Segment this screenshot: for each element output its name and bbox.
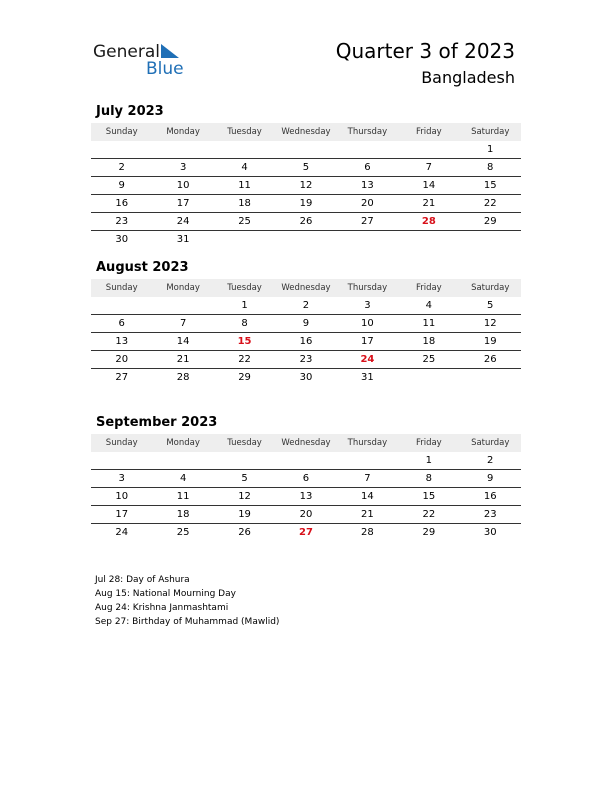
empty-day-cell xyxy=(275,231,336,248)
day-cell: 10 xyxy=(176,180,190,191)
day-cell: 1 xyxy=(425,455,432,466)
holiday-list-item: Aug 24: Krishna Janmashtami xyxy=(95,603,229,613)
day-cell: 23 xyxy=(299,354,313,365)
week-row xyxy=(91,351,521,369)
empty-day-cell xyxy=(460,369,521,386)
month-title: August 2023 xyxy=(96,260,189,275)
day-cell: 29 xyxy=(483,216,497,227)
country-name: Bangladesh xyxy=(421,68,515,87)
weekday-label: Thursday xyxy=(347,438,388,448)
day-cell: 11 xyxy=(422,318,436,329)
day-cell: 25 xyxy=(176,527,190,538)
week-row xyxy=(91,141,521,159)
day-cell: 2 xyxy=(118,162,125,173)
empty-day-cell xyxy=(398,369,459,386)
weekday-label: Tuesday xyxy=(227,283,262,293)
day-cell: 6 xyxy=(364,162,371,173)
day-cell: 13 xyxy=(361,180,374,191)
day-cell: 14 xyxy=(361,491,374,502)
weekday-label: Tuesday xyxy=(227,127,262,137)
day-cell: 1 xyxy=(241,300,248,311)
day-cell: 26 xyxy=(483,354,497,365)
month-calendar-august xyxy=(91,259,521,386)
day-cell: 22 xyxy=(422,509,436,520)
weekday-label: Thursday xyxy=(347,127,388,137)
week-row xyxy=(91,195,521,213)
day-cell: 23 xyxy=(115,216,129,227)
day-cell: 10 xyxy=(115,491,129,502)
day-cell: 17 xyxy=(176,198,190,209)
day-cell: 2 xyxy=(487,455,494,466)
empty-day-cell xyxy=(460,231,521,248)
day-cell: 6 xyxy=(302,473,310,484)
day-cell: 19 xyxy=(238,509,251,520)
logo-general-text: General xyxy=(93,42,160,62)
day-cell: 18 xyxy=(176,509,190,520)
day-cell: 9 xyxy=(302,318,310,329)
day-cell: 4 xyxy=(179,473,187,484)
day-cell: 18 xyxy=(238,198,251,209)
empty-day-cell xyxy=(91,141,152,158)
week-row xyxy=(91,177,521,195)
weekday-label: Monday xyxy=(166,438,200,448)
day-cell: 25 xyxy=(238,216,251,227)
day-cell: 24 xyxy=(115,527,129,538)
weekday-label: Wednesday xyxy=(281,283,331,293)
day-cell: 25 xyxy=(422,354,436,365)
weekday-label: Friday xyxy=(415,438,442,448)
day-cell: 3 xyxy=(364,300,371,311)
holiday-day-cell: 15 xyxy=(237,336,252,347)
week-row xyxy=(91,524,521,541)
empty-day-cell xyxy=(214,141,275,158)
day-cell: 12 xyxy=(238,491,251,502)
day-cell: 10 xyxy=(361,318,374,329)
day-cell: 28 xyxy=(361,527,374,538)
day-cell: 24 xyxy=(176,216,190,227)
week-row xyxy=(91,315,521,333)
day-cell: 28 xyxy=(176,372,190,383)
week-row xyxy=(91,159,521,177)
day-cell: 27 xyxy=(361,216,374,227)
day-cell: 27 xyxy=(115,372,129,383)
day-cell: 23 xyxy=(483,509,497,520)
weekday-label: Wednesday xyxy=(281,127,331,137)
weekday-label: Friday xyxy=(415,283,442,293)
day-cell: 16 xyxy=(299,336,313,347)
day-cell: 13 xyxy=(115,336,129,347)
day-cell: 21 xyxy=(176,354,190,365)
day-cell: 2 xyxy=(302,300,310,311)
day-cell: 5 xyxy=(487,300,494,311)
day-cell: 22 xyxy=(483,198,497,209)
day-cell: 30 xyxy=(299,372,313,383)
day-cell: 11 xyxy=(238,180,251,191)
weekday-label: Friday xyxy=(415,127,442,137)
week-row xyxy=(91,488,521,506)
weekday-label: Sunday xyxy=(105,438,138,448)
weekday-label: Saturday xyxy=(471,283,510,293)
day-cell: 22 xyxy=(238,354,251,365)
holiday-list-item: Jul 28: Day of Ashura xyxy=(95,575,190,585)
weekday-label: Sunday xyxy=(105,283,138,293)
logo-blue-text: Blue xyxy=(146,59,184,79)
empty-day-cell xyxy=(275,452,336,469)
month-calendar-september xyxy=(91,414,521,541)
weekday-label: Wednesday xyxy=(281,438,331,448)
empty-day-cell xyxy=(152,297,213,314)
holiday-day-cell: 24 xyxy=(360,354,375,365)
day-cell: 20 xyxy=(361,198,374,209)
week-row xyxy=(91,333,521,351)
day-cell: 17 xyxy=(115,509,129,520)
weekday-label: Saturday xyxy=(471,438,510,448)
day-cell: 7 xyxy=(364,473,371,484)
day-cell: 31 xyxy=(361,372,374,383)
holiday-day-cell: 27 xyxy=(299,527,313,538)
day-cell: 20 xyxy=(299,509,313,520)
day-cell: 13 xyxy=(299,491,313,502)
holiday-day-cell: 28 xyxy=(421,216,436,227)
logo xyxy=(93,42,193,78)
day-cell: 8 xyxy=(425,473,432,484)
day-cell: 8 xyxy=(241,318,248,329)
day-cell: 9 xyxy=(487,473,494,484)
day-cell: 8 xyxy=(487,162,494,173)
week-row xyxy=(91,231,521,248)
weekday-header-row xyxy=(91,123,521,141)
day-cell: 5 xyxy=(241,473,248,484)
weekday-label: Thursday xyxy=(347,283,388,293)
day-cell: 6 xyxy=(118,318,125,329)
day-cell: 26 xyxy=(299,216,313,227)
day-cell: 5 xyxy=(302,162,310,173)
day-cell: 3 xyxy=(118,473,125,484)
day-cell: 21 xyxy=(422,198,436,209)
logo-triangle-icon xyxy=(159,42,181,60)
empty-day-cell xyxy=(398,141,459,158)
day-cell: 19 xyxy=(483,336,497,347)
week-row xyxy=(91,506,521,524)
week-row xyxy=(91,369,521,386)
day-cell: 14 xyxy=(422,180,436,191)
day-cell: 7 xyxy=(179,318,187,329)
weekday-header-row xyxy=(91,279,521,297)
day-cell: 12 xyxy=(299,180,313,191)
day-cell: 12 xyxy=(483,318,497,329)
empty-day-cell xyxy=(275,141,336,158)
empty-day-cell xyxy=(214,231,275,248)
empty-day-cell xyxy=(398,231,459,248)
week-row xyxy=(91,297,521,315)
empty-day-cell xyxy=(337,231,398,248)
day-cell: 7 xyxy=(425,162,432,173)
day-cell: 17 xyxy=(361,336,374,347)
day-cell: 19 xyxy=(299,198,313,209)
weekday-label: Sunday xyxy=(105,127,138,137)
empty-day-cell xyxy=(91,297,152,314)
week-row xyxy=(91,213,521,231)
week-row xyxy=(91,470,521,488)
day-cell: 26 xyxy=(238,527,251,538)
day-cell: 21 xyxy=(361,509,374,520)
empty-day-cell xyxy=(152,452,213,469)
day-cell: 30 xyxy=(115,234,129,245)
holiday-list-item: Aug 15: National Mourning Day xyxy=(95,589,236,599)
week-row xyxy=(91,452,521,470)
day-cell: 16 xyxy=(483,491,497,502)
day-cell: 14 xyxy=(176,336,190,347)
day-cell: 15 xyxy=(483,180,497,191)
day-cell: 31 xyxy=(176,234,190,245)
day-cell: 16 xyxy=(115,198,129,209)
day-cell: 30 xyxy=(483,527,497,538)
day-cell: 4 xyxy=(241,162,248,173)
day-cell: 1 xyxy=(487,144,494,155)
weekday-label: Monday xyxy=(166,283,200,293)
page-title: Quarter 3 of 2023 xyxy=(335,39,515,63)
empty-day-cell xyxy=(337,452,398,469)
weekday-label: Tuesday xyxy=(227,438,262,448)
day-cell: 15 xyxy=(422,491,436,502)
day-cell: 29 xyxy=(238,372,251,383)
month-calendar-july xyxy=(91,103,521,248)
weekday-header-row xyxy=(91,434,521,452)
day-cell: 20 xyxy=(115,354,129,365)
weekday-label: Saturday xyxy=(471,127,510,137)
month-title: July 2023 xyxy=(96,104,164,119)
holiday-list-item: Sep 27: Birthday of Muhammad (Mawlid) xyxy=(95,617,280,627)
day-cell: 3 xyxy=(179,162,187,173)
day-cell: 4 xyxy=(425,300,432,311)
empty-day-cell xyxy=(337,141,398,158)
empty-day-cell xyxy=(214,452,275,469)
month-title: September 2023 xyxy=(96,415,218,430)
weekday-label: Monday xyxy=(166,127,200,137)
holiday-list xyxy=(95,573,279,629)
empty-day-cell xyxy=(91,452,152,469)
day-cell: 9 xyxy=(118,180,125,191)
empty-day-cell xyxy=(152,141,213,158)
day-cell: 18 xyxy=(422,336,436,347)
day-cell: 11 xyxy=(176,491,190,502)
day-cell: 29 xyxy=(422,527,436,538)
